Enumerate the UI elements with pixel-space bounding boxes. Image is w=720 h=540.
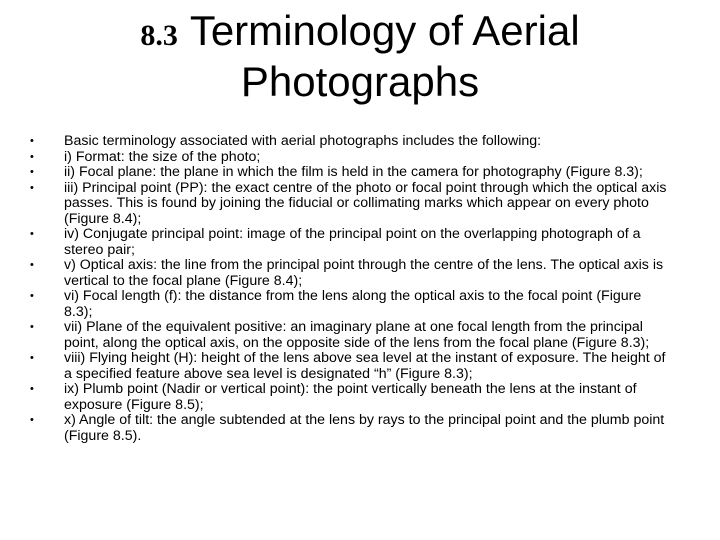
list-item [30, 289, 670, 320]
bullet-dot-icon: • [30, 414, 34, 426]
list-item [30, 150, 670, 166]
bullet-dot-icon: • [30, 352, 34, 364]
title-line-1 [0, 8, 720, 59]
bullet-dot-icon: • [30, 259, 34, 271]
list-item [30, 382, 670, 413]
title-text-line-2: Photographs [240, 58, 480, 105]
bullet-text: viii) Flying height (H): height of the lens above sea level at the instant of exposure. The height of a specified feature above sea level is designated “h” (Figure 8.3); [64, 350, 666, 382]
bullet-dot-icon: • [30, 135, 34, 147]
list-item [30, 351, 670, 382]
bullet-text: i) Format: the size of the photo; [64, 148, 261, 165]
bullet-dot-icon: • [30, 383, 34, 395]
bullet-text: ii) Focal plane: the plane in which the film is held in the camera for photography (Figure 8.3); [64, 164, 643, 180]
bullet-text: iii) Principal point (PP): the exact centre of the photo or focal point through which the optical axis passes. This is found by joining the fiducial or collimating marks which appear on every photo (Figure 8.4); [64, 179, 667, 227]
bullet-text: Basic terminology associated with aerial photographs includes the following: [64, 133, 542, 149]
bullet-dot-icon: • [30, 321, 34, 333]
section-number: 8.3 [140, 19, 178, 52]
list-item [30, 134, 670, 150]
bullet-text: iv) Conjugate principal point: image of the principal point on the overlapping photograph of a stereo pair; [64, 226, 641, 258]
title-text-line-1: Terminology of Aerial [189, 7, 580, 54]
list-item [30, 413, 670, 444]
slide-title [0, 8, 720, 105]
bullet-text: v) Optical axis: the line from the principal point through the centre of the lens. The optical axis is vertical to the focal plane (Figure 8.4); [64, 257, 664, 289]
list-item [30, 258, 670, 289]
list-item [30, 227, 670, 258]
bullet-dot-icon: • [30, 228, 34, 240]
bullet-dot-icon: • [30, 290, 34, 302]
list-item [30, 320, 670, 351]
bullet-text: vii) Plane of the equivalent positive: an imaginary plane at one focal length from the principal point, along the optical axis, on the opposite side of the lens from the focal plane (Figure 8.3); [64, 319, 650, 351]
bullet-text: vi) Focal length (f): the distance from the lens along the optical axis to the focal point (Figure 8.3); [64, 288, 642, 320]
bullet-dot-icon: • [30, 166, 34, 178]
bullet-list [30, 134, 670, 444]
bullet-dot-icon: • [30, 150, 34, 163]
bullet-text: x) Angle of tilt: the angle subtended at the lens by rays to the principal point and the plumb point (Figure 8.5). [64, 412, 665, 444]
bullet-text: ix) Plumb point (Nadir or vertical point): the point vertically beneath the lens at the instant of exposure (Figure 8.5); [64, 381, 637, 413]
list-item [30, 165, 670, 181]
list-item [30, 181, 670, 228]
bullet-dot-icon: • [30, 181, 34, 194]
